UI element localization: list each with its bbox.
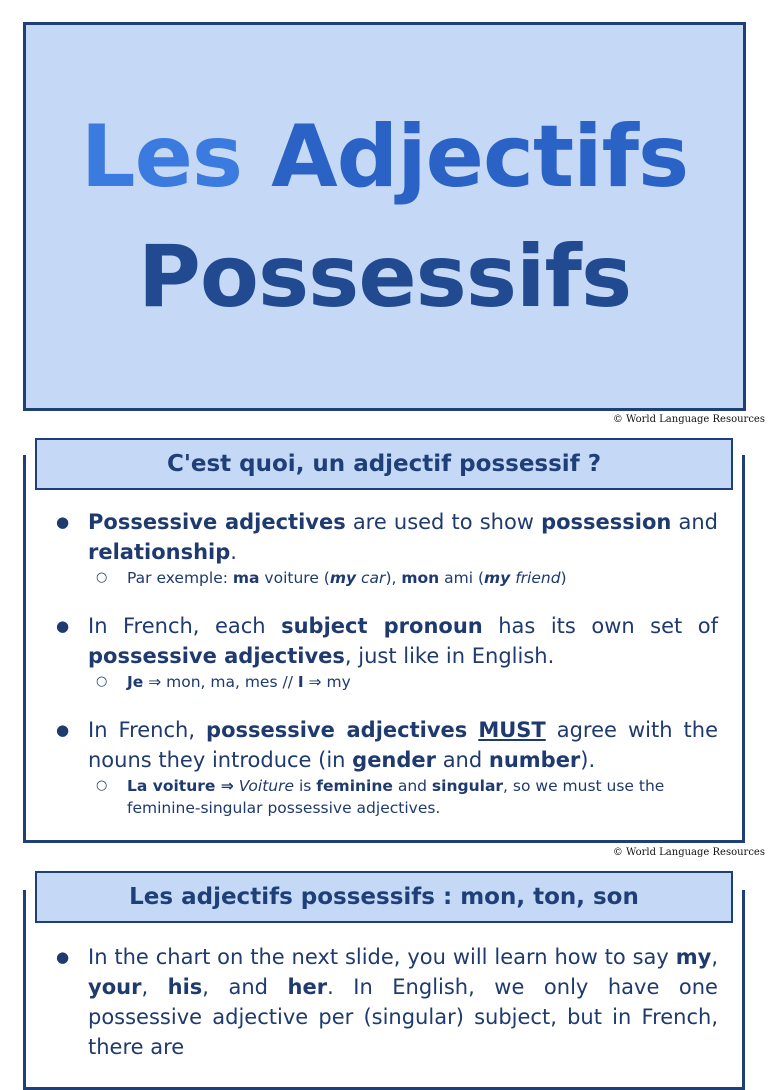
title-line-2: Possessifs [137,226,632,327]
list-item: ● Possessive adjectives are used to show possession and relationship. [26,507,742,567]
title-card [23,22,746,411]
section-heading-2: Les adjectifs possessifs : mon, ton, son [35,871,733,923]
list-item: ● In the chart on the next slide, you will learn how to say my, your, his, and her. In English, we only have one possessive adjective per (singular) subject, but in French, there are [26,942,742,1062]
list-item: ● In French, possessive adjectives MUST agree with the nouns they introduce (in gender and number). [26,715,742,775]
sub-list-item: ○ Par exemple: ma voiture (my car), mon ami (my friend) [26,567,742,589]
credit-text: © World Language Resources [612,414,765,425]
credit-text: © World Language Resources [612,847,765,858]
list-item: ● In French, each subject pronoun has its own set of possessive adjectives, just like in English. [26,611,742,671]
sub-list-item: ○ La voiture ⇒ Voiture is feminine and singular, so we must use the feminine-singular possessive adjectives. [26,775,742,819]
title-word-les: Les [80,106,243,207]
title-word-adjectifs: Adjectifs [271,106,689,207]
bullet-list-2 [26,942,742,1062]
section-panel-1 [23,455,745,843]
sub-list-item: ○ Je ⇒ mon, ma, mes // I ⇒ my [26,671,742,693]
bullet-list-1 [26,507,742,819]
section-heading-1: C'est quoi, un adjectif possessif ? [35,438,733,490]
title-line-1 [81,97,688,217]
